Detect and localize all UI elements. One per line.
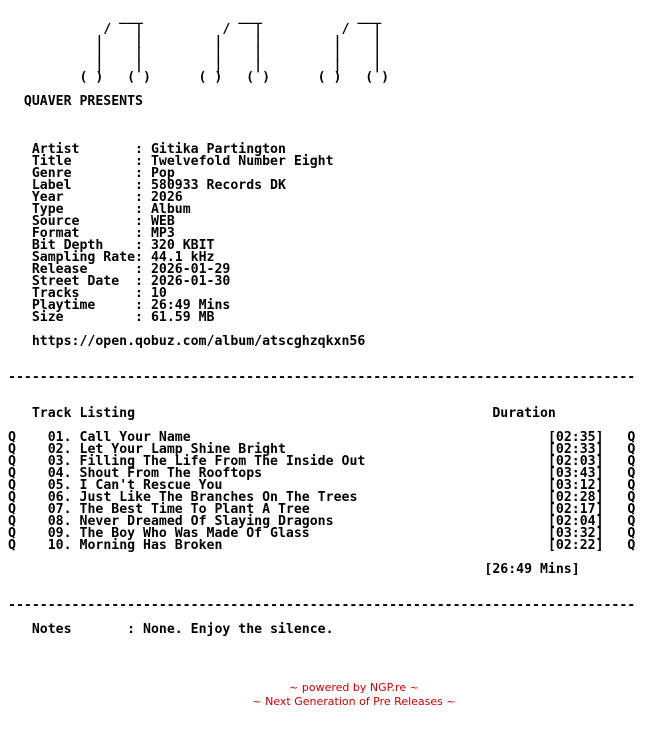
logo-line: / | / | / |: [8, 22, 382, 37]
track-list: [8, 430, 635, 553]
presenter-text: QUAVER PRESENTS: [23, 94, 143, 109]
row-marker-right: Q: [627, 538, 636, 553]
row-marker-left: Q: [8, 478, 16, 493]
row-marker-left: Q: [8, 490, 16, 505]
info-label: Label: [31, 178, 72, 193]
track-duration: [02:17]: [547, 502, 604, 517]
track-number: 07.: [47, 502, 72, 517]
logo-line: | | | | | |: [8, 58, 382, 73]
total-playtime-line: [8, 562, 580, 577]
row-marker-right: Q: [627, 478, 636, 493]
track-duration: [03:32]: [547, 526, 604, 541]
info-label: Tracks: [31, 286, 80, 301]
track-title: Shout From The Rooftops: [79, 466, 263, 481]
info-row: Label : 580933 Records DK: [31, 178, 286, 193]
track-title: Call Your Name: [79, 430, 191, 445]
track-title: Morning Has Broken: [79, 538, 223, 553]
info-value: 61.59 MB: [150, 310, 215, 325]
track-number: 09.: [47, 526, 72, 541]
info-value: 2026: [150, 190, 183, 205]
track-duration: [03:12]: [547, 478, 604, 493]
separator-bottom: -------------------------------------------------------------------------------: [8, 598, 636, 613]
info-label: Sampling Rate: [31, 250, 136, 265]
row-marker-left: Q: [8, 442, 16, 457]
track-duration: [02:22]: [547, 538, 604, 553]
info-value: Pop: [150, 166, 175, 181]
row-marker-right: Q: [627, 442, 636, 457]
info-row: Size : 61.59 MB: [31, 310, 215, 325]
info-value: WEB: [150, 214, 175, 229]
row-marker-left: Q: [8, 538, 16, 553]
track-duration: [02:35]: [547, 430, 604, 445]
release-url[interactable]: https://open.qobuz.com/album/atscghzqkxn56: [31, 334, 366, 349]
info-row: Playtime : 26:49 Mins: [31, 298, 231, 313]
info-value: 44.1 kHz: [150, 250, 215, 265]
total-playtime: [26:49 Mins]: [484, 562, 580, 577]
info-label: Genre: [31, 166, 72, 181]
notes-value: None. Enjoy the silence.: [143, 622, 334, 637]
url-line: [8, 334, 365, 349]
row-marker-right: Q: [627, 502, 636, 517]
track-number: 10.: [47, 538, 72, 553]
track-number: 04.: [47, 466, 72, 481]
row-marker-left: Q: [8, 514, 16, 529]
presenter-line: [8, 94, 143, 109]
info-row: Genre : Pop: [31, 166, 175, 181]
info-label: Artist: [31, 142, 80, 157]
track-title: The Best Time To Plant A Tree: [79, 502, 310, 517]
track-listing-title: Track Listing: [31, 406, 136, 421]
track-duration: [03:43]: [547, 466, 604, 481]
info-row: Bit Depth : 320 KBIT: [31, 238, 215, 253]
release-info: [8, 142, 334, 325]
track-title: Filling The Life From The Inside Out: [79, 454, 366, 469]
info-row: Year : 2026: [31, 190, 183, 205]
nfo-text: [8, 12, 635, 636]
info-value: 580933 Records DK: [150, 178, 286, 193]
ascii-logo: [8, 10, 389, 85]
info-row: Release : 2026-01-29: [31, 262, 231, 277]
info-value: 10: [150, 286, 167, 301]
track-number: 06.: [47, 490, 72, 505]
logo-line: ___ ___ ___: [8, 10, 382, 25]
track-number: 02.: [47, 442, 72, 457]
track-number: 05.: [47, 478, 72, 493]
info-label: Type: [31, 202, 64, 217]
info-value: MP3: [150, 226, 175, 241]
footer: [0, 681, 648, 709]
track-title: The Boy Who Was Made Of Glass: [79, 526, 310, 541]
info-value: Twelvefold Number Eight: [150, 154, 334, 169]
notes-line: Notes : None. Enjoy the silence.: [31, 622, 334, 637]
logo-line: | | | | | |: [8, 34, 382, 49]
info-label: Source: [31, 214, 80, 229]
track-number: 08.: [47, 514, 72, 529]
row-marker-left: Q: [8, 502, 16, 517]
row-marker-left: Q: [8, 454, 16, 469]
info-row: Type : Album: [31, 202, 191, 217]
powered-by-link[interactable]: ~ powered by NGP.re ~: [289, 681, 419, 694]
info-row: Title : Twelvefold Number Eight: [31, 154, 334, 169]
track-duration: [02:33]: [547, 442, 604, 457]
notes-label: Notes: [31, 622, 72, 637]
info-label: Release: [31, 262, 88, 277]
row-marker-left: Q: [8, 466, 16, 481]
track-title: Just Like The Branches On The Trees: [79, 490, 358, 505]
info-value: 320 KBIT: [150, 238, 215, 253]
info-value: 26:49 Mins: [150, 298, 231, 313]
track-number: 03.: [47, 454, 72, 469]
row-marker-left: Q: [8, 526, 16, 541]
tagline-link[interactable]: ~ Next Generation of Pre Releases ~: [252, 695, 456, 708]
row-marker-right: Q: [627, 454, 636, 469]
info-label: Bit Depth: [31, 238, 104, 253]
row-marker-left: Q: [8, 430, 16, 445]
track-title: I Can't Rescue You: [79, 478, 223, 493]
row-marker-right: Q: [627, 466, 636, 481]
track-title: Never Dreamed Of Slaying Dragons: [79, 514, 334, 529]
info-value: Album: [150, 202, 191, 217]
info-label: Format: [31, 226, 80, 241]
info-label: Year: [31, 190, 64, 205]
separator-top: -------------------------------------------------------------------------------: [8, 370, 636, 385]
row-marker-right: Q: [627, 526, 636, 541]
row-marker-right: Q: [627, 430, 636, 445]
duration-header: Duration: [492, 406, 556, 421]
track-row: [8, 538, 635, 553]
row-marker-right: Q: [627, 490, 636, 505]
track-duration: [02:03]: [547, 454, 604, 469]
info-label: Street Date: [31, 274, 120, 289]
info-row: Street Date : 2026-01-30: [31, 274, 231, 289]
row-marker-right: Q: [627, 514, 636, 529]
logo-line: ( ) ( ) ( ) ( ) ( ) ( ): [8, 70, 390, 85]
info-row: Tracks : 10: [31, 286, 167, 301]
track-duration: [02:04]: [547, 514, 604, 529]
logo-line: | | | | | |: [8, 46, 382, 61]
track-duration: [02:28]: [547, 490, 604, 505]
info-row: Sampling Rate: 44.1 kHz: [31, 250, 215, 265]
info-label: Title: [31, 154, 72, 169]
track-number: 01.: [47, 430, 72, 445]
info-label: Size: [31, 310, 64, 325]
track-listing-header: [8, 406, 556, 421]
info-label: Playtime: [31, 298, 96, 313]
info-row: Format : MP3: [31, 226, 175, 241]
track-title: Let Your Lamp Shine Bright: [79, 442, 286, 457]
info-value: 2026-01-30: [150, 274, 231, 289]
info-value: 2026-01-29: [150, 262, 231, 277]
info-row: Artist : Gitika Partington: [31, 142, 286, 157]
info-value: Gitika Partington: [150, 142, 286, 157]
info-row: Source : WEB: [31, 214, 175, 229]
